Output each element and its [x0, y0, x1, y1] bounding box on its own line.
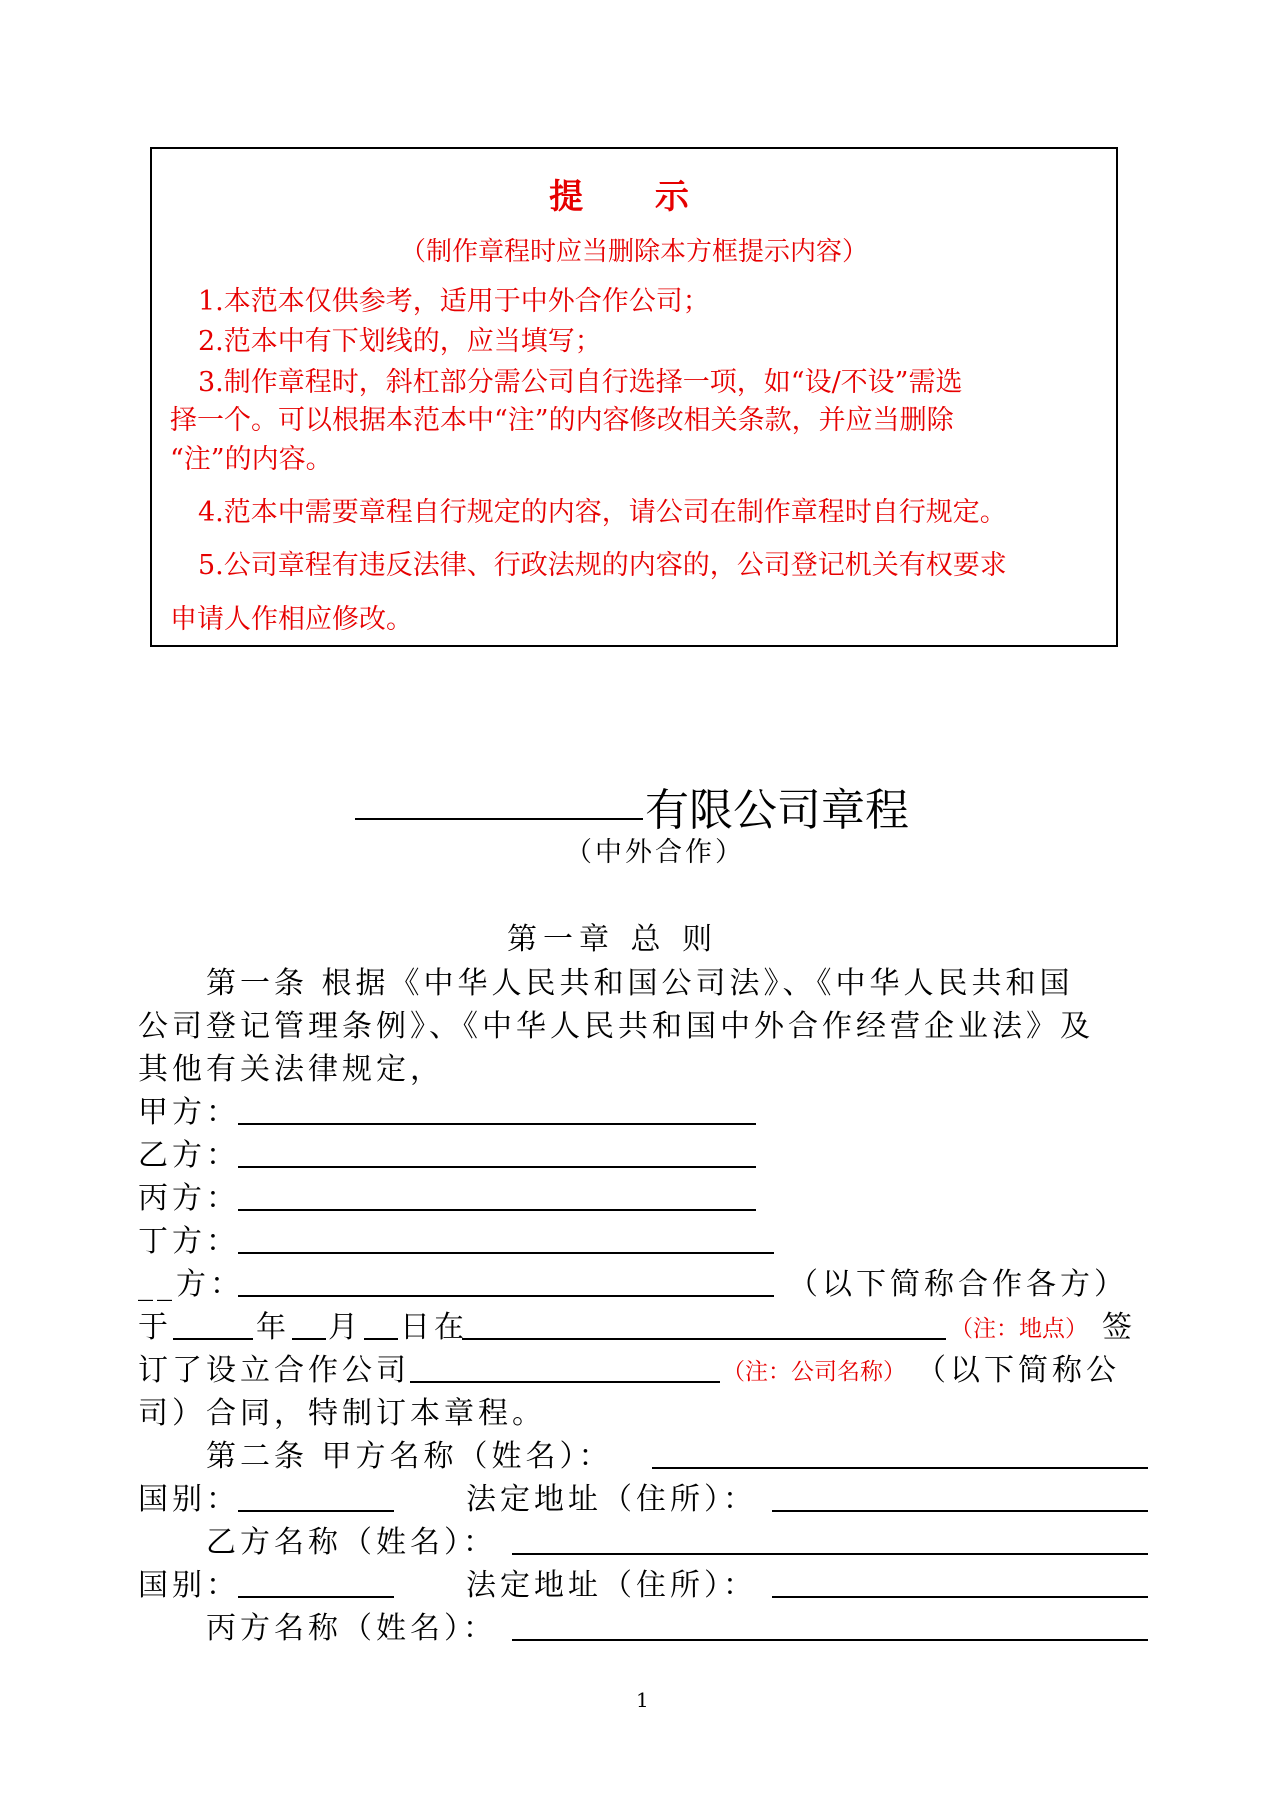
page-number: 1 [636, 1688, 649, 1712]
note-company: （注：公司名称） [722, 1359, 906, 1385]
address-label-1: 法定地址（住所）： [466, 1482, 757, 1517]
party-b-name-label: 乙方名称（姓名）： [206, 1525, 497, 1560]
month-blank[interactable] [292, 1338, 326, 1340]
notice-item-5a: 5.公司章程有违反法律、行政法规的内容的，公司登记机关有权要求 [198, 550, 1007, 581]
party-d-label: 丁方： [138, 1224, 240, 1259]
signed-char: 签 [1102, 1310, 1136, 1345]
notice-box [150, 147, 1118, 647]
party-b-blank[interactable] [238, 1166, 756, 1168]
address-blank-1[interactable] [772, 1510, 1148, 1512]
notice-item-5b: 申请人作相应修改。 [170, 604, 413, 635]
nationality-label-1: 国别： [138, 1482, 240, 1517]
article-1-line-3: 其他有关法律规定， [138, 1052, 444, 1087]
notice-item-3a: 3.制作章程时，斜杠部分需公司自行选择一项，如“设/不设”需选 [198, 367, 963, 398]
party-c-blank[interactable] [238, 1209, 756, 1211]
doc-subtitle: （中外合作） [565, 837, 745, 868]
year-blank[interactable] [173, 1338, 253, 1340]
address-blank-2[interactable] [772, 1596, 1148, 1598]
party-c-name-blank[interactable] [512, 1639, 1148, 1641]
article-1-line-1: 第一条 根据《中华人民共和国公司法》、《中华人民共和国 [206, 966, 1074, 1001]
notice-title: 提 示 [549, 177, 719, 217]
contract-line: 司）合同，特制订本章程。 [138, 1396, 546, 1431]
company-blank[interactable] [410, 1381, 720, 1383]
company-name-blank[interactable] [355, 818, 643, 820]
nationality-blank-2[interactable] [238, 1596, 394, 1598]
party-c-name-label: 丙方名称（姓名）： [206, 1611, 497, 1646]
abbrev-company: （以下简称公 [916, 1353, 1120, 1388]
month-label: 月 [328, 1310, 362, 1345]
day-blank[interactable] [364, 1338, 398, 1340]
place-blank[interactable] [462, 1338, 946, 1340]
date-prefix: 于 [138, 1310, 172, 1345]
notice-item-3c: “注”的内容。 [170, 444, 333, 475]
notice-item-1: 1.本范本仅供参考，适用于中外合作公司； [198, 286, 710, 317]
party-x-label: __方： [138, 1267, 244, 1302]
party-a-label: 甲方： [138, 1095, 240, 1130]
party-c-label: 丙方： [138, 1181, 240, 1216]
chapter-heading: 第一章 总 则 [507, 922, 719, 957]
year-label: 年 [256, 1310, 290, 1345]
nationality-label-2: 国别： [138, 1568, 240, 1603]
notice-item-2: 2.范本中有下划线的，应当填写； [198, 326, 602, 357]
day-at-label: 日在 [400, 1310, 468, 1345]
notice-item-4: 4.范本中需要章程自行规定的内容，请公司在制作章程时自行规定。 [198, 497, 1007, 528]
signed-label: 订了设立合作公司 [138, 1353, 410, 1388]
party-x-blank[interactable] [238, 1295, 774, 1297]
notice-item-3b: 择一个。可以根据本范本中“注”的内容修改相关条款，并应当删除 [170, 405, 954, 436]
article-2-label: 第二条 甲方名称（姓名）： [206, 1439, 613, 1474]
note-place: （注：地点） [950, 1316, 1088, 1342]
article-1-line-2: 公司登记管理条例》、《中华人民共和国中外合作经营企业法》及 [138, 1009, 1094, 1044]
abbrev-parties: （以下简称合作各方） [788, 1267, 1128, 1302]
address-label-2: 法定地址（住所）： [466, 1568, 757, 1603]
party-a-name-blank[interactable] [652, 1467, 1148, 1469]
party-d-blank[interactable] [238, 1252, 774, 1254]
notice-subtitle: （制作章程时应当删除本方框提示内容） [399, 237, 868, 267]
nationality-blank-1[interactable] [238, 1510, 394, 1512]
party-a-blank[interactable] [238, 1123, 756, 1125]
doc-title: 有限公司章程 [645, 785, 909, 836]
party-b-label: 乙方： [138, 1138, 240, 1173]
party-b-name-blank[interactable] [512, 1553, 1148, 1555]
